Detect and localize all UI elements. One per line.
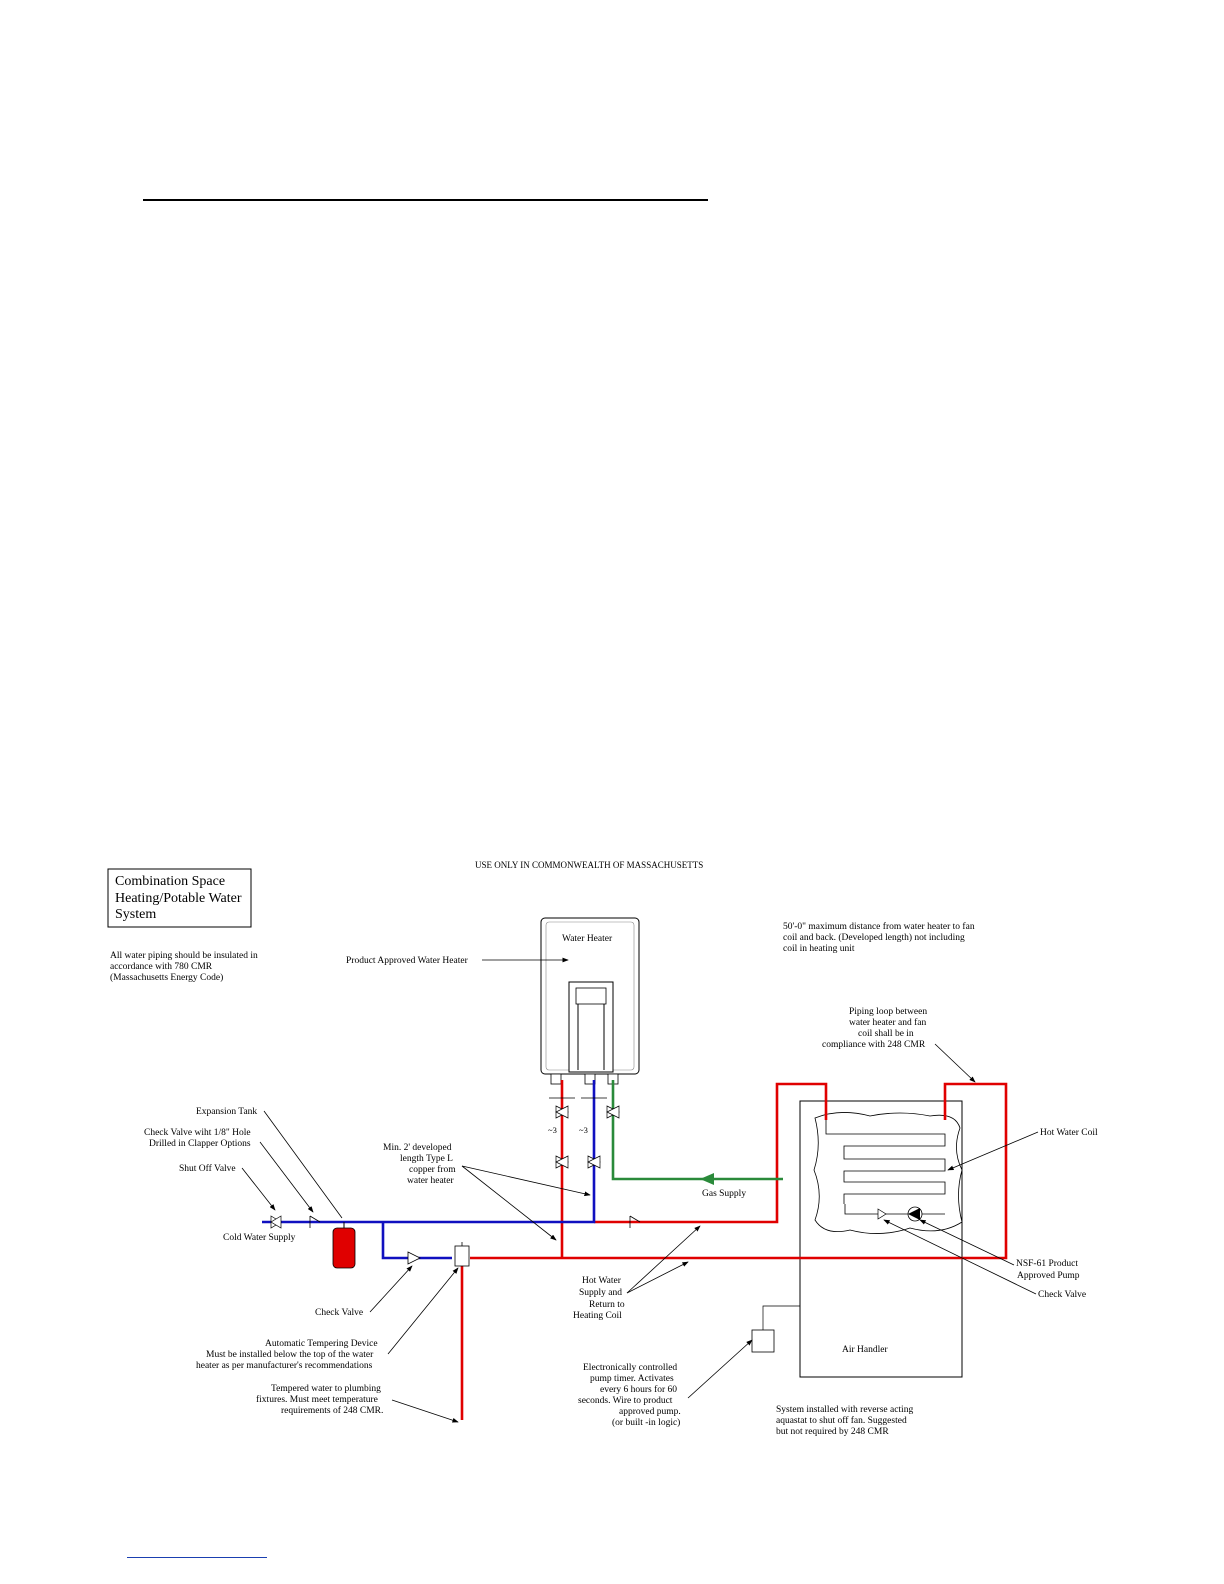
hot-supply-to-coil — [594, 1084, 826, 1222]
water-heater-label: Water Heater — [562, 934, 613, 944]
title-line-3: System — [115, 907, 157, 922]
min-length-label-1: Min. 2' developed — [383, 1143, 452, 1153]
hot-water-supply-label-4: Heating Coil — [573, 1311, 622, 1321]
min-length-leader-2 — [462, 1166, 556, 1240]
distance-note-2: coil and back. (Developed length) not including — [783, 933, 965, 943]
pump-timer-label-3: every 6 hours for 60 — [600, 1385, 678, 1395]
check-valve-left-leader — [370, 1266, 412, 1312]
hot-water-supply-label-3: Return to — [589, 1300, 625, 1310]
tempering-label-3: heater as per manufacturer's recommendations — [196, 1361, 373, 1371]
check-valve-right-label: Check Valve — [1038, 1290, 1087, 1300]
tempered-water-leader — [392, 1400, 458, 1422]
hot-water-supply-label-2: Supply and — [579, 1288, 623, 1298]
gas-arrow — [700, 1173, 714, 1185]
loop-note-2: water heater and fan — [849, 1018, 927, 1028]
insulation-note-1: All water piping should be insulated in — [110, 951, 258, 961]
hot-water-supply-leader-2 — [627, 1262, 688, 1293]
coil-enclosure — [814, 1112, 962, 1233]
air-handler-box — [800, 1101, 962, 1377]
svg-text:~3: ~3 — [548, 1125, 557, 1135]
check-valve-left-symbol — [408, 1252, 420, 1264]
check-valve-hole-label-2: Drilled in Clapper Options — [149, 1139, 251, 1149]
loop-note-1: Piping loop between — [849, 1007, 928, 1017]
check-valve-left-label: Check Valve — [315, 1308, 364, 1318]
expansion-tank-label: Expansion Tank — [196, 1107, 258, 1117]
min-length-leader-1 — [462, 1166, 590, 1195]
aquastat-note-3: but not required by 248 CMR — [776, 1427, 889, 1437]
insulation-note-3: (Massachusetts Energy Code) — [110, 973, 224, 983]
title-line-2: Heating/Potable Water — [115, 891, 242, 906]
cold-water-supply-label: Cold Water Supply — [223, 1233, 296, 1243]
tempering-label-1: Automatic Tempering Device — [265, 1339, 378, 1349]
hot-water-supply-leader-1 — [627, 1226, 700, 1293]
svg-text:~3: ~3 — [579, 1125, 588, 1135]
loop-note-3: coil shall be in — [858, 1029, 914, 1039]
distance-note-3: coil in heating unit — [783, 944, 855, 954]
check-valve-hole-label-1: Check Valve wiht 1/8" Hole — [144, 1128, 251, 1138]
insulation-note-2: accordance with 780 CMR — [110, 962, 213, 972]
min-length-label-3: copper from — [409, 1165, 456, 1175]
pump-timer-label-4: seconds. Wire to product — [578, 1396, 673, 1406]
pump-timer-label-2: pump timer. Activates — [590, 1374, 674, 1384]
hot-water-coil — [826, 1084, 945, 1204]
tempered-water-label-2: fixtures. Must meet temperature — [256, 1395, 378, 1405]
hot-water-supply-label-1: Hot Water — [582, 1276, 621, 1286]
aquastat-note-2: aquastat to shut off fan. Suggested — [776, 1416, 907, 1426]
tempering-device — [455, 1242, 469, 1266]
pump-timer-box — [752, 1306, 800, 1352]
expansion-tank — [333, 1222, 355, 1268]
shut-off-valve-label: Shut Off Valve — [179, 1164, 236, 1174]
loop-note-leader — [935, 1044, 975, 1082]
pump-timer-leader — [688, 1340, 752, 1398]
hot-water-coil-label: Hot Water Coil — [1040, 1128, 1098, 1138]
pump-symbol — [872, 1207, 945, 1221]
cold-branch-to-tempering — [383, 1222, 452, 1258]
air-handler-label: Air Handler — [842, 1345, 888, 1355]
gas-supply-pipe — [613, 1080, 783, 1179]
tempering-label-2: Must be installed below the top of the water — [206, 1350, 374, 1360]
min-length-label-4: water heater — [407, 1176, 454, 1186]
shut-off-valve — [271, 1216, 281, 1228]
distance-note-1: 50'-0" maximum distance from water heater to fan — [783, 922, 975, 932]
coil-return-line — [845, 1204, 872, 1214]
aquastat-note-1: System installed with reverse acting — [776, 1405, 914, 1415]
shut-off-valve-leader — [242, 1168, 275, 1210]
title-line-1: Combination Space — [115, 874, 226, 889]
pump-timer-label-1: Electronically controlled — [583, 1363, 678, 1373]
nsf-pump-label-1: NSF-61 Product — [1016, 1259, 1079, 1269]
pump-timer-label-5: approved pump. — [619, 1407, 681, 1417]
pump-timer-label-6: (or built -in logic) — [612, 1418, 681, 1428]
tempered-water-label-1: Tempered water to plumbing — [271, 1384, 381, 1394]
expansion-tank-leader — [264, 1111, 342, 1218]
notice-text: USE ONLY IN COMMONWEALTH OF MASSACHUSETTS — [475, 860, 704, 870]
min-length-label-2: length Type L — [400, 1154, 453, 1164]
nsf-pump-label-2: Approved Pump — [1017, 1271, 1080, 1281]
tempered-water-label-3: requirements of 248 CMR. — [281, 1406, 384, 1416]
gas-supply-label: Gas Supply — [702, 1189, 747, 1199]
loop-note-4: compliance with 248 CMR — [822, 1040, 926, 1050]
heater-valves — [548, 1098, 619, 1168]
product-water-heater-label: Product Approved Water Heater — [346, 956, 468, 966]
